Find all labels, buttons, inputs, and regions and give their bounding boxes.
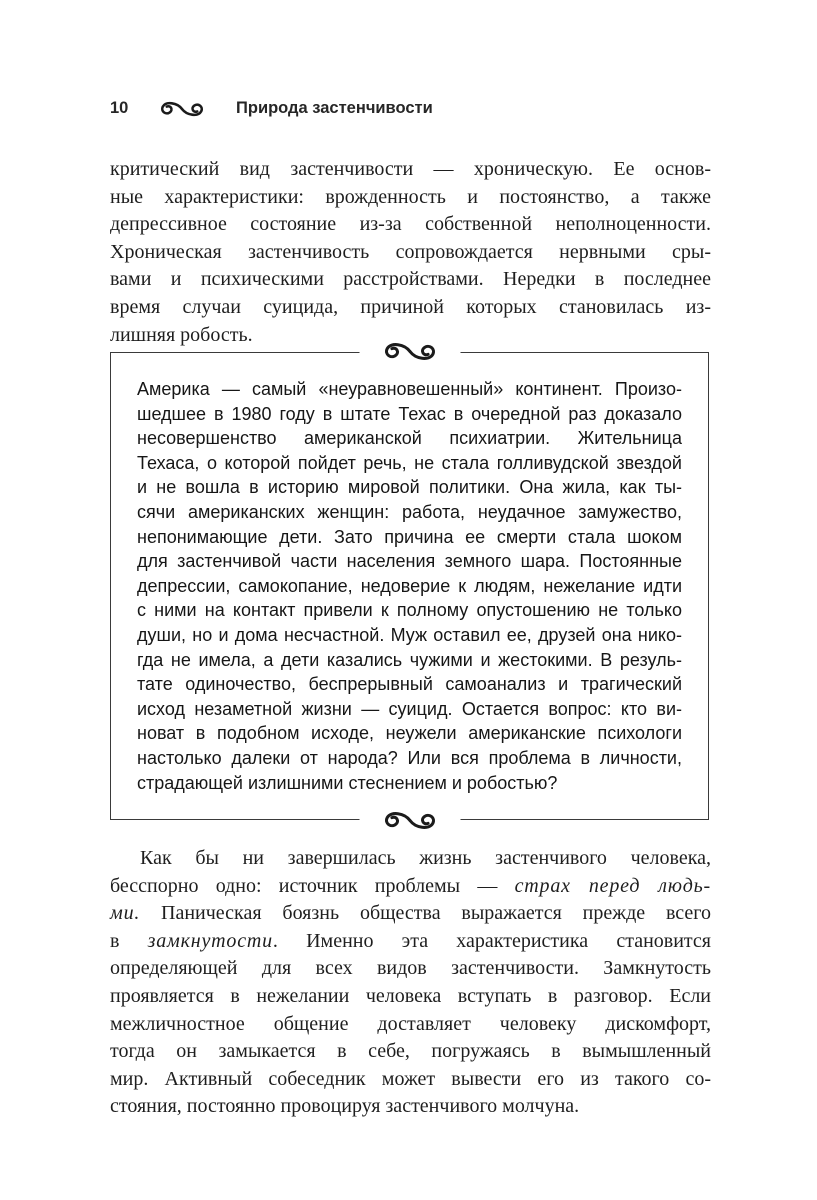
text-line: несовершенство американской психиатрии. Жительница <box>137 428 682 449</box>
text-line: с ними на контакт привели к полному опустошению не только <box>137 600 682 621</box>
text-line: непонимающие дети. Зато причина ее смерти стала шоком <box>137 526 682 547</box>
text-segment: . Именно эта характеристика становится <box>272 929 711 952</box>
text-line: критический вид застенчивости — хроническую. Ее основ- <box>110 158 711 180</box>
text-line: мир. Активный собеседник может вывести его из такого со- <box>110 1067 711 1090</box>
italic-text-segment: страх перед людь- <box>514 874 712 897</box>
paragraph-before-box <box>110 156 711 349</box>
running-head <box>110 99 433 118</box>
text-line: депрессивное состояние из-за собственной неполноценности. <box>110 213 711 236</box>
text-line: Америка — самый «неуравновешенный» континент. Произо- <box>137 379 682 399</box>
page-number: 10 <box>110 99 129 117</box>
text-line: гда не имела, а дети казались чужими и жестокими. В резуль- <box>137 649 682 670</box>
text-line: для застенчивой части населения земного шара. Постоянные <box>137 551 682 572</box>
text-line <box>110 900 711 928</box>
text-line: исход незаметной жизни — суицид. Остается вопрос: кто ви- <box>137 698 682 719</box>
text-line: шедшее в 1980 году в штате Техас в очередной раз доказало <box>137 403 682 424</box>
text-line: сячи американских женщин: работа, неудачное замужество, <box>137 501 682 522</box>
text-line: Техаса, о которой пойдет речь, не стала голливудской звездой <box>137 452 682 473</box>
text-line: и не вошла в историю мировой политики. Она жила, как ты- <box>137 477 682 498</box>
text-line: настолько далеки от народа? Или вся проблема в личности, <box>137 747 682 768</box>
text-line: время случаи суицида, причиной которых становилась из- <box>110 295 711 318</box>
text-line: тате одиночество, беспрерывный самоанализ и трагический <box>137 674 682 695</box>
text-line: Как бы ни завершилась жизнь застенчивого человека, <box>140 847 711 869</box>
text-line: страдающей излишними стеснением и робостью? <box>137 772 558 793</box>
text-line: тогда он замыкается в себе, погружаясь в вымышленный <box>110 1040 711 1063</box>
paragraph-after-box <box>110 845 711 1121</box>
text-line <box>110 928 711 956</box>
text-line: Хроническая застенчивость сопровождается нервными сры- <box>110 240 711 263</box>
running-title: Природа застенчивости <box>236 99 433 117</box>
text-line: лишняя робость. <box>110 323 253 346</box>
text-line: ные характеристики: врожденность и постоянство, а также <box>110 185 711 208</box>
text-line: стояния, постоянно провоцируя застенчивого молчуна. <box>110 1095 580 1118</box>
text-segment: в <box>110 929 148 952</box>
text-segment: бесспорно одно: источник проблемы — <box>110 874 515 897</box>
text-line <box>110 873 711 901</box>
quote-text <box>137 377 682 795</box>
text-line: межличностное общение доставляет человеку дискомфорт, <box>110 1012 711 1035</box>
quote-box <box>110 352 709 820</box>
text-segment: Паническая боязнь общества выражается прежде всего <box>140 902 711 925</box>
italic-text-segment: ми. <box>110 902 141 925</box>
text-line: души, но и дома несчастной. Муж оставил ее, друзей она нико- <box>137 624 682 645</box>
fleuron-ornament-icon <box>158 100 206 118</box>
fleuron-ornament-icon <box>359 341 460 362</box>
italic-text-segment: замкнутости <box>147 929 273 952</box>
text-line: депрессии, самокопание, недоверие к людям, нежелание идти <box>137 575 682 596</box>
fleuron-ornament-icon <box>359 810 460 831</box>
text-line: проявляется в нежелании человека вступать в разговор. Если <box>110 984 711 1007</box>
text-line: новат в подобном исходе, неужели американские психологи <box>137 723 682 744</box>
text-line: определяющей для всех видов застенчивости. Замкнутость <box>110 957 711 980</box>
text-line: вами и психическими расстройствами. Нередки в последнее <box>110 268 711 291</box>
